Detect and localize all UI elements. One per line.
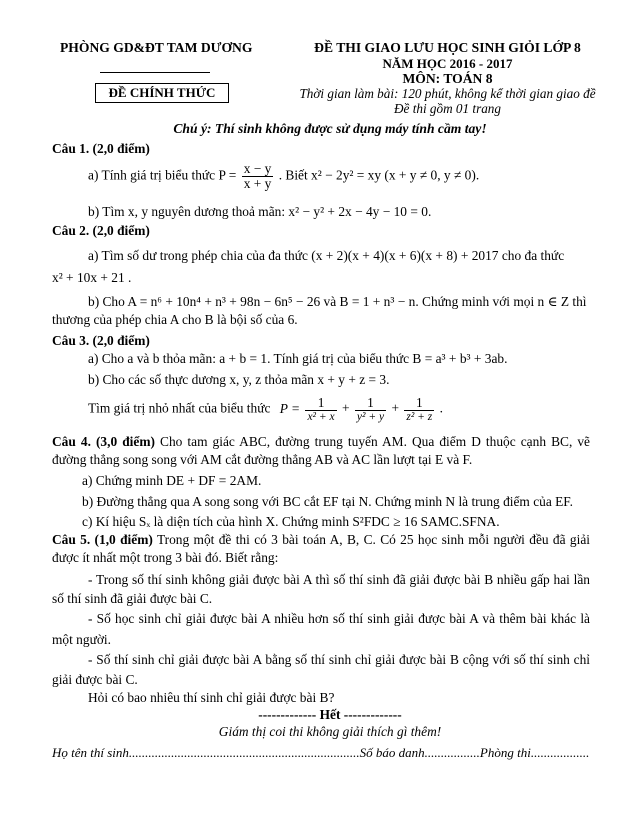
q5-p2: - Số học sinh chỉ giải được bài A nhiều hơn số thí sinh giải được bài A và thêm bài khác là một người. [52,611,590,647]
candidate-signline: Họ tên thí sinh.......................................................................Số báo danh.................Phòng thi.................. [52,745,590,760]
q3-title: Câu 3. (2,0 điểm) [52,333,150,348]
q1-fraction-den: x + y [243,176,272,192]
official-badge [95,83,229,103]
q2-a-line2: x² + 10x + 21 . [52,270,132,285]
q3-fraction-2: $\frac{1}{\text{y² + y}}$ [356,395,385,424]
q1-b: b) Tìm x, y nguyên dương thoả mãn: x² − y² + 2x − 4y − 10 = 0. [88,204,432,219]
time-note: Thời gian làm bài: 120 phút, không kể thời gian giao đề [299,86,596,101]
q2-a-line1: a) Tìm số dư trong phép chia của đa thức (x + 2)(x + 4)(x + 6)(x + 8) + 2017 cho đa thức [88,248,565,263]
end-mark: ------------- Hết ------------- [258,707,402,722]
department-name: PHÒNG GD&ĐT TAM DƯƠNG [60,40,253,55]
pages-note: Đề thi gồm 01 trang [394,101,501,116]
invigilator-note: Giám thị coi thi không giải thích gì thêm! [218,724,442,739]
q1-a [88,162,479,191]
q1-title: Câu 1. (2,0 điểm) [52,141,150,156]
q5-intro-text: Trong một đề thi có 3 bài toán A, B, C. Có 25 học sinh mỗi người đều đã giải được ít nhất một trong 3 bài đó. Biết rằng: [52,532,590,565]
q3-fraction-3: $\frac{1}{\text{z² + z}}$ [406,395,433,424]
q5-title: Câu 5. (1,0 điểm) [52,532,153,547]
q3-a: a) Cho a và b thỏa mãn: a + b = 1. Tính giá trị của biểu thức B = a³ + b³ + 3ab. [88,351,508,366]
header-divider [100,72,210,73]
q3-fraction-1: $\frac{1}{\text{x² + x}}$ [307,395,335,424]
q2-b-line1: b) Cho A = n⁶ + 10n⁴ + n³ + 98n − 6n⁵ − 26 và B = 1 + n³ − n. Chứng minh với mọi n ∈ Z thì [88,294,587,309]
q3-min-pre: Tìm giá trị nhỏ nhất của biểu thức [88,400,271,416]
q4-b: b) Đường thẳng qua A song song với BC cắt EF tại N. Chứng minh N là trung điểm của EF. [82,494,574,509]
q1-a-post: . Biết x² − 2y² = xy (x + y ≠ 0, y ≠ 0). [278,167,480,183]
school-year: NĂM HỌC 2016 - 2017 [382,56,513,71]
q1-fraction-num: x − y [243,161,272,176]
q4-intro-text: Cho tam giác ABC, đường trung tuyến AM. Qua điểm D thuộc cạnh BC, vẽ đường thẳng song song với AM cắt đường thẳng AB và AC lần lượt tại E và F. [52,434,590,467]
q5-question: Hỏi có bao nhiêu thí sinh chỉ giải được bài B? [88,690,335,705]
q2-title: Câu 2. (2,0 điểm) [52,223,150,238]
q3-b: b) Cho các số thực dương x, y, z thỏa mãn x + y + z = 3. [88,372,390,387]
q1-a-pre: a) Tính giá trị biểu thức P = [88,167,237,183]
q4-intro [52,433,590,469]
q5-p1: - Trong số thí sinh không giải được bài A thì số thí sinh đã giải được bài B nhiều gấp hai lần số thí sinh đã giải được bài C. [52,572,590,606]
calculator-note: Chú ý: Thí sinh không được sử dụng máy tính cầm tay! [173,121,487,136]
q2-b-line2: thương của phép chia A cho B là bội số của 6. [52,312,298,327]
q3-p-label: P = [279,400,301,416]
q4-title: Câu 4. (3,0 điểm) [52,434,155,449]
q4-a: a) Chứng minh DE + DF = 2AM. [82,473,262,488]
q5-p3: - Số thí sinh chỉ giải được bài A bằng số thí sinh chỉ giải được bài B cộng với số thí sinh chỉ giải được bài C. [52,652,590,687]
subject: MÔN: TOÁN 8 [402,71,493,86]
q3-min: Tìm giá trị nhỏ nhất của biểu thức P = $\frac{1}{\text{x² + x}}$ + $\frac{1}{\text{y² + y}}$ + $\frac{1}{\text{z² + z}}$ . [88,395,443,424]
exam-title: ĐỀ THI GIAO LƯU HỌC SINH GIỎI LỚP 8 [314,40,581,55]
official-label: ĐỀ CHÍNH THỨC [108,85,216,100]
q1-fraction [242,162,274,191]
q5-intro [52,531,590,567]
q4-c: c) Kí hiệu Sₓ là diện tích của hình X. Chứng minh S²FDC ≥ 16 SAMC.SFNA. [82,514,500,529]
